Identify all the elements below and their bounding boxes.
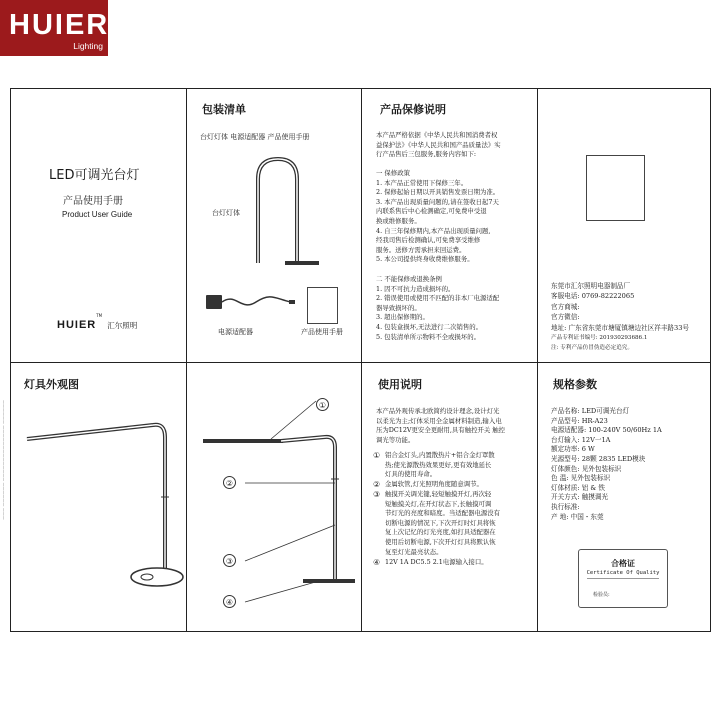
usage-line: 切断电源的情况下,下次开灯时灯具将恢 <box>385 518 496 527</box>
list-item: 内联系售后中心检测确定,可免费申受退 <box>376 207 487 216</box>
cert-subtitle: Certificate Of Quality <box>586 570 660 576</box>
usage-line: 使用后切断电源,下次开灯灯具将默认恢 <box>385 537 496 546</box>
list-item: 5. 包装清单所示物料不全或损坏的。 <box>376 332 480 341</box>
specs-list <box>551 407 662 522</box>
usage-heading: 使用说明 <box>378 378 422 391</box>
list-item: 3. 超出保修期的。 <box>376 313 429 322</box>
cover-subtitle-cn: 产品使用手册 <box>63 196 123 207</box>
company-info <box>551 281 689 354</box>
list-item: 4. 包装盒损坏,无法进行二次销售的。 <box>376 322 483 331</box>
spec-line: 台灯输入: 12V一1A <box>551 435 611 444</box>
usage-intro <box>376 407 505 445</box>
callout-1: ① <box>316 398 329 411</box>
list-item: 服务。送修方需承担来回运费。 <box>376 245 466 254</box>
package-heading: 包装清单 <box>202 103 246 116</box>
warranty-heading: 产品保修说明 <box>380 103 446 116</box>
spec-line: 产品名称: LED可调光台灯 <box>551 407 630 415</box>
list-item: 器导致损坏的。 <box>376 303 421 312</box>
usage-num: ④ <box>373 558 381 567</box>
brand-logo <box>0 0 108 56</box>
cover-brand-en: HUIER <box>57 319 97 331</box>
side-text: —————— —————————————— —————— ——— <box>1 400 6 520</box>
warranty-intro-line: 行产品售后三包服务,服务内容如下: <box>376 150 477 159</box>
cert-title: 合格证 <box>611 559 635 568</box>
list-item: 经我司售后检测确认,可免费享受维修 <box>376 236 481 245</box>
spec-line: 额定功率: 6 W <box>551 445 595 454</box>
usage-intro-line: 本产品外观传承北欧简约设计理念,设计灯光 <box>376 407 500 415</box>
callout-2: ② <box>223 476 236 489</box>
usage-intro-line: 调光等功能。 <box>376 435 415 444</box>
company-line: 客服电话: 0769-82222065 <box>551 292 635 301</box>
list-item: 1. 本产品正常使用下保修三年。 <box>376 178 468 187</box>
usage-line: 触摸开关调光键,轻短触摸开灯,再次轻 <box>385 490 492 498</box>
spec-line: 产品型号: HR-A23 <box>551 416 608 425</box>
spec-line: 灯体材质: 铝 & 铁 <box>551 483 605 492</box>
usage-line: 节灯光的亮度和暗度。当适配器电源没有 <box>385 509 501 518</box>
logo-brand: HUIER <box>9 9 110 41</box>
cover-title: LED可调光台灯 <box>49 168 140 183</box>
usage-num: ① <box>373 451 381 460</box>
spec-line: 产 地: 中国・东莞 <box>551 512 604 521</box>
list-item: 2. 错误使用或使用不匹配的非本厂电源适配 <box>376 294 500 303</box>
list-item: 1. 因不可抗力造成损坏的。 <box>376 284 455 293</box>
manual-label: 产品使用手册 <box>301 328 343 336</box>
cover-brand-cn: 汇尔照明 <box>107 321 138 330</box>
warranty-intro <box>376 131 501 160</box>
list-item: 4. 自三年保修期内,本产品出现质量问题, <box>376 226 491 235</box>
warranty-intro-line: 本产品严格依据《中华人民共和国消费者权 <box>376 131 498 139</box>
cover-brand-tm: TM <box>96 313 103 318</box>
warranty-section1 <box>376 169 499 265</box>
side-marks <box>1 400 5 550</box>
usage-intro-line: 以柔光为主;灯体采用全金属材料制造,输入电 <box>376 416 502 425</box>
warranty-section2 <box>376 275 499 342</box>
spec-line: 光源型号: 28颗 2835 LED模块 <box>551 454 646 463</box>
list-item: 5. 本公司提供终身收费维修服务。 <box>376 255 474 264</box>
usage-line: 热;使光源散热效果更好,更有效地延长 <box>385 460 492 469</box>
lamp-front-view <box>199 405 359 605</box>
adapter-image <box>201 287 301 317</box>
lamp-image <box>251 155 321 269</box>
spec-line: 电源适配器: 100-240V 50/60Hz 1A <box>551 426 662 435</box>
company-line: 官方微信: <box>551 313 580 322</box>
list-item: 2. 保修起始日期以开具销售发票日期为准。 <box>376 188 500 197</box>
section-title: 一 保修政策 <box>376 169 410 177</box>
section-title: 二 不能保修或退换条例 <box>376 275 442 283</box>
usage-line: 灯具的使用寿命。 <box>385 470 437 479</box>
usage-line: 金属软管,灯光照明角度随意调节。 <box>385 480 483 488</box>
usage-intro-line: 压为DC12V更安全更耐用,具有触控开关 触控 <box>376 426 506 435</box>
company-line: 地址: 广东省东莞市塘厦镇塘边社区祥丰路33号 <box>551 323 689 332</box>
quality-certificate <box>578 549 668 608</box>
cert-inspector: 检验员: <box>593 592 610 598</box>
qr-placeholder <box>586 155 645 221</box>
company-line: 注: 专利产品仿冒伪造必定追究。 <box>551 345 633 352</box>
company-line: 官方商城: <box>551 302 580 311</box>
lamp-side-view <box>25 409 185 589</box>
usage-line: 复至灯光最亮状态。 <box>385 547 443 556</box>
list-item: 换或维修服务。 <box>376 216 421 225</box>
usage-num: ② <box>373 480 381 489</box>
usage-num: ③ <box>373 490 381 499</box>
specs-heading: 规格参数 <box>553 378 597 391</box>
spec-line: 色 温: 见外包装标识 <box>551 474 611 483</box>
logo-sub: Lighting <box>73 41 103 51</box>
divider <box>537 89 538 631</box>
divider <box>361 89 362 631</box>
spec-line: 开关方式: 触摸调光 <box>551 493 609 502</box>
manual-image <box>307 287 338 324</box>
list-item: 3. 本产品出现质量问题的,请在签收日起7天 <box>376 197 499 206</box>
divider <box>11 362 710 363</box>
usage-line: 12V 1A DC5.5 2.1电源输入接口。 <box>385 558 488 566</box>
usage-line: 复上次记忆的灯光亮度,如打具适配器在 <box>385 528 496 537</box>
cover-subtitle-en: Product User Guide <box>62 210 133 219</box>
spec-line: 灯体颜色: 见外包装标识 <box>551 464 622 473</box>
package-items: 台灯灯体 电源适配器 产品使用手册 <box>200 133 310 141</box>
callout-3: ③ <box>223 554 236 567</box>
company-line: 东莞市汇尔照明电器制品厂 <box>551 282 631 290</box>
usage-line: 铝合金灯头,内置散热片+铝合金灯罩散 <box>385 451 495 459</box>
cover-brand <box>57 313 137 332</box>
cert-rule <box>587 578 659 579</box>
spec-line: 执行标准: <box>551 502 580 511</box>
appearance-heading: 灯具外观图 <box>24 378 79 391</box>
warranty-intro-line: 益保护法》《中华人民共和国产品质量法》实 <box>376 140 501 149</box>
lamp-label: 台灯灯体 <box>212 209 240 217</box>
usage-line: 短触摸关灯,在开灯状态下,长触摸可调 <box>385 499 492 508</box>
divider <box>186 89 187 631</box>
company-line: 产品专利证书编号: 201930293686.1 <box>551 335 648 342</box>
adapter-label: 电源适配器 <box>218 328 253 336</box>
callout-4: ④ <box>223 595 236 608</box>
